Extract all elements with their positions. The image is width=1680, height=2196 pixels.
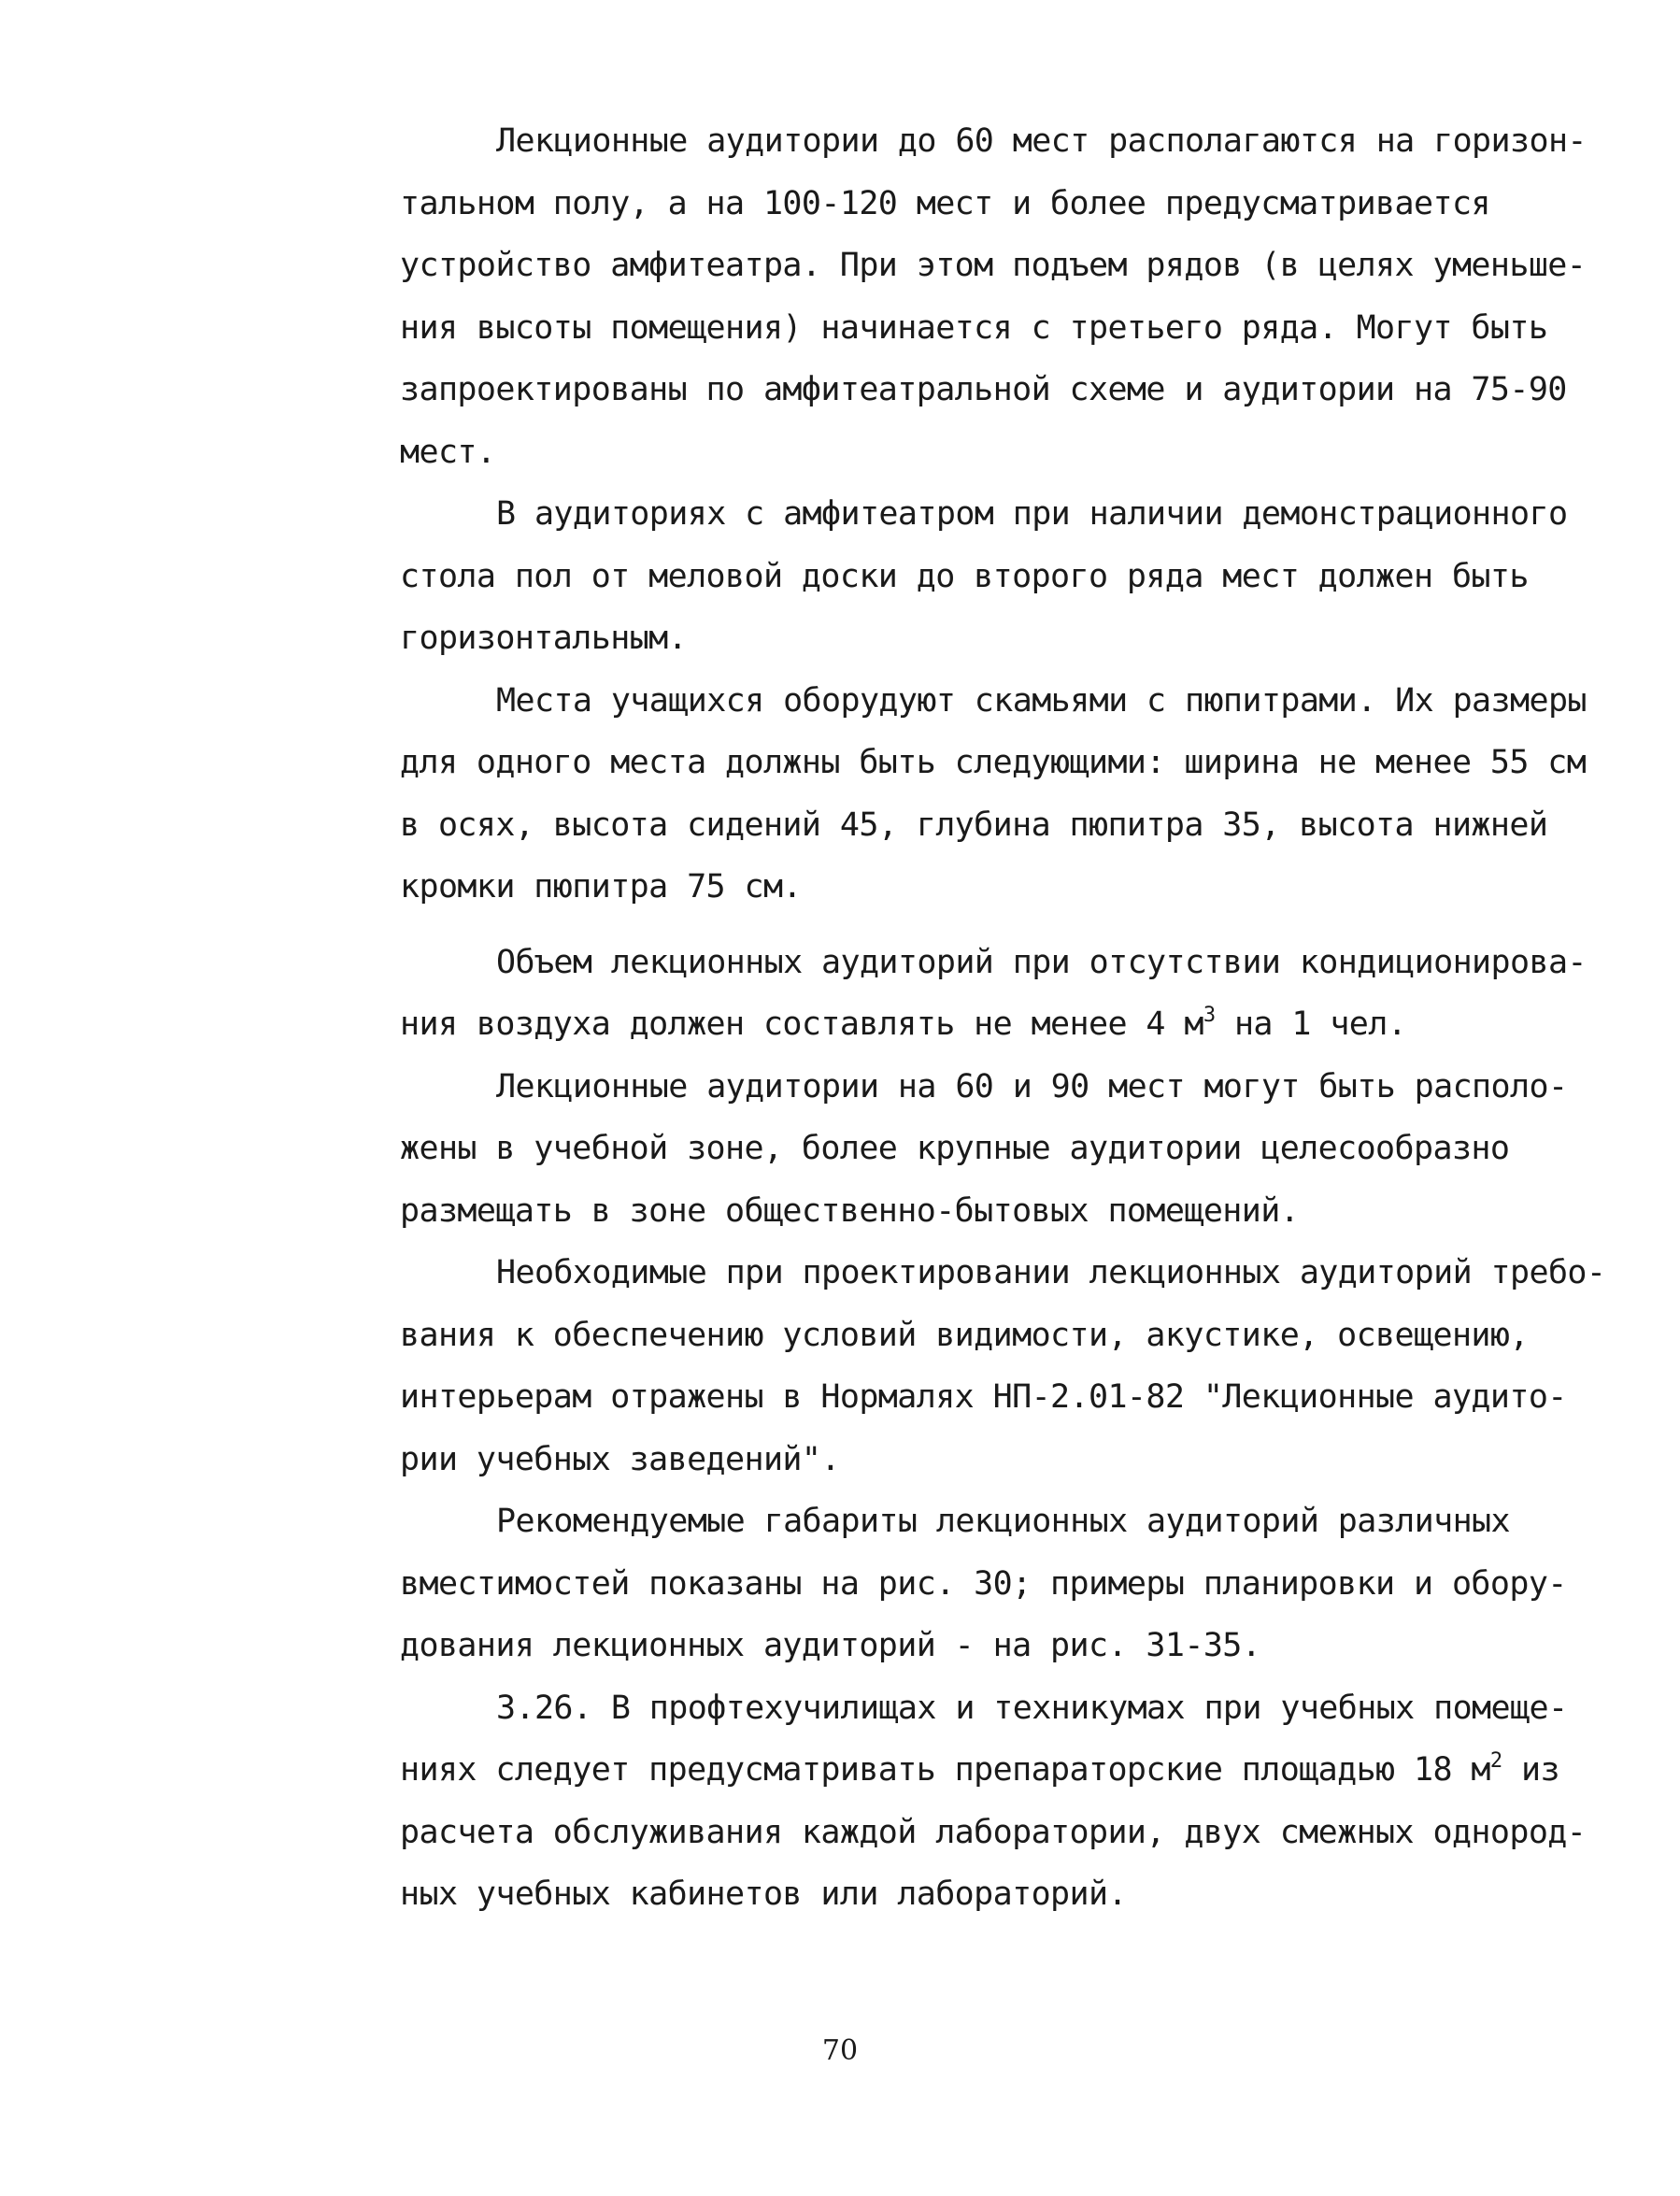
- text-line: вания к обеспечению условий видимости, акустике, освещению,: [400, 1316, 1529, 1354]
- paragraph-lecture-halls-floor: [400, 110, 1587, 483]
- text-line: интерьерам отражены в Нормалях НП-2.01-82 "Лекционные аудито-: [400, 1378, 1567, 1416]
- text-line: мест.: [400, 433, 496, 471]
- text-line: Необходимые при проектировании лекционных аудиторий требо-: [496, 1254, 1606, 1291]
- text-line-with-superscript: [400, 1739, 1577, 1802]
- superscript: 2: [1489, 1749, 1502, 1773]
- text-line: вместимостей показаны на рис. 30; примеры планировки и обору-: [400, 1564, 1567, 1603]
- text-line: в осях, высота сидений 45, глубина пюпитра 35, высота нижней: [400, 806, 1548, 844]
- text-segment: ниях следует предусматривать препараторские площадью 18 м: [400, 1751, 1490, 1789]
- text-line: размещать в зоне общественно-бытовых помещений.: [400, 1191, 1300, 1230]
- text-line: ных учебных кабинетов или лабораторий.: [400, 1875, 1127, 1913]
- text-segment: из: [1502, 1751, 1559, 1789]
- text-line: Лекционные аудитории до 60 мест располагаются на горизон-: [496, 122, 1587, 160]
- paragraph-recommended-dimensions: [400, 1490, 1577, 1677]
- text-line: Лекционные аудитории на 60 и 90 мест могут быть располо-: [496, 1067, 1568, 1105]
- body-text: [400, 110, 1606, 1926]
- text-line-with-superscript: [400, 993, 1577, 1056]
- text-line: устройство амфитеатра. При этом подъем рядов (в целях уменьше-: [400, 247, 1587, 284]
- text-line: для одного места должны быть следующими: ширина не менее 55 см: [400, 744, 1587, 781]
- paragraph-air-volume: [400, 932, 1587, 1056]
- text-segment: на 1 чел.: [1215, 1005, 1407, 1043]
- page-number: 70: [821, 2034, 859, 2067]
- text-line: Места учащихся оборудуют скамьями с пюпитрами. Их размеры: [496, 681, 1587, 720]
- text-line: рии учебных заведений".: [400, 1440, 840, 1478]
- superscript: 3: [1203, 1004, 1216, 1027]
- paragraph-placement-zones: [400, 1056, 1577, 1243]
- paragraph-section-3-26: [400, 1677, 1587, 1926]
- text-segment: ния воздуха должен составлять не менее 4 м: [400, 1005, 1203, 1043]
- text-line: 3.26. В профтехучилищах и техникумах при учебных помеще-: [496, 1689, 1568, 1727]
- text-line: ния высоты помещения) начинается с третьего ряда. Могут быть: [400, 308, 1548, 347]
- text-line: расчета обслуживания каждой лаборатории, двух смежных однород-: [400, 1813, 1587, 1851]
- paragraph-design-requirements: [400, 1242, 1606, 1490]
- text-line: тальном полу, а на 100-120 мест и более предусматривается: [400, 184, 1490, 222]
- text-line: В аудиториях с амфитеатром при наличии демонстрационного: [496, 495, 1568, 533]
- text-line: горизонтальным.: [400, 620, 688, 657]
- paragraph-amphitheatre-floor: [400, 483, 1577, 670]
- paragraph-student-seats: [400, 670, 1587, 919]
- text-line: кромки пюпитра 75 см.: [400, 868, 802, 905]
- text-line: Рекомендуемые габариты лекционных аудиторий различных: [496, 1503, 1511, 1540]
- text-line: дования лекционных аудиторий - на рис. 31-35.: [400, 1627, 1261, 1664]
- text-line: запроектированы по амфитеатральной схеме и аудитории на 75-90: [400, 371, 1567, 408]
- text-line: Объем лекционных аудиторий при отсутствии кондиционирова-: [496, 943, 1587, 981]
- text-line: жены в учебной зоне, более крупные аудитории целесообразно: [400, 1130, 1510, 1167]
- text-line: стола пол от меловой доски до второго ряда мест должен быть: [400, 557, 1529, 595]
